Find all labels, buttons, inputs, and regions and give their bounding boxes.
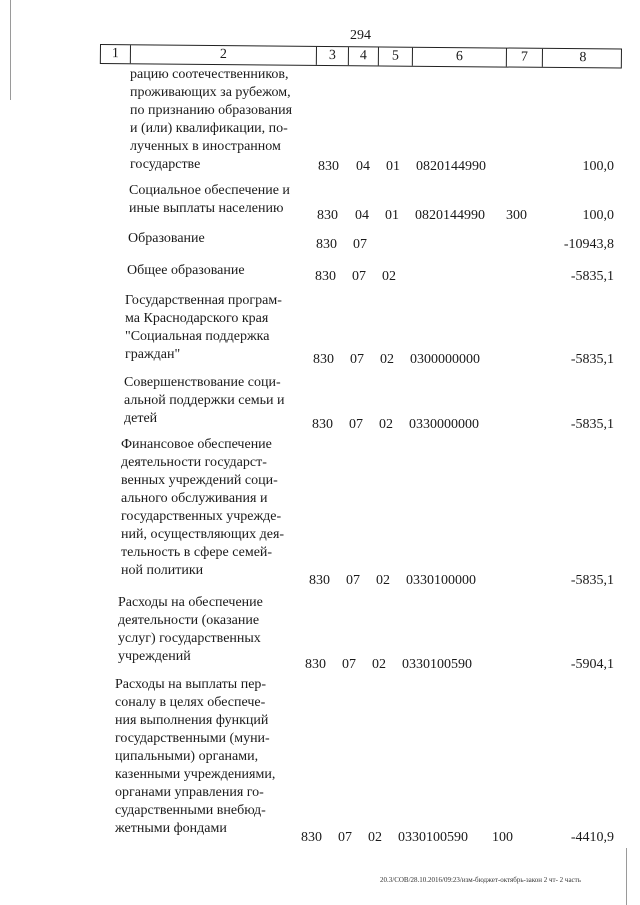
description-line: казенными учреждениями,	[115, 767, 276, 782]
code-subsection: 01	[385, 208, 399, 223]
code-expense-type: 300	[506, 208, 527, 223]
description-line: Социальное обеспечение и	[129, 183, 290, 198]
description-line: "Социальная поддержка	[125, 329, 270, 344]
description-line: Расходы на выплаты пер-	[115, 677, 267, 692]
description-line: ципальными) органами,	[115, 749, 259, 764]
code-section: 07	[353, 237, 367, 252]
footer-file-stamp: 20.3/СОВ/28.10.2016/09:23/изм-бюджет-октябрь-закон 2 чт- 2 часть	[380, 876, 581, 884]
header-cell: 4	[349, 47, 379, 65]
code-subsection: 02	[380, 352, 394, 367]
code-section: 07	[349, 417, 363, 432]
amount: -5835,1	[570, 269, 614, 284]
code-section: 07	[342, 657, 356, 672]
description-line: соналу в целях обеспече-	[115, 695, 266, 710]
description-line: лученных в иностранном	[130, 139, 281, 154]
code-ministry: 830	[301, 830, 322, 845]
description-line: и (или) квалификации, по-	[130, 121, 288, 136]
header-cell: 2	[131, 45, 317, 65]
amount: -4410,9	[570, 830, 614, 845]
description-line: государстве	[130, 157, 201, 172]
description-line: Образование	[128, 231, 205, 246]
description-line: ной политики	[121, 563, 204, 578]
row-description	[121, 436, 301, 580]
description-line: учреждений	[118, 649, 191, 664]
description-line: Общее образование	[127, 263, 245, 278]
description-line: рацию соотечественников,	[130, 67, 289, 82]
description-line: по признанию образования	[130, 103, 293, 118]
scan-edge-line	[10, 0, 11, 100]
code-ministry: 830	[312, 417, 333, 432]
row-description	[127, 262, 307, 280]
code-ministry: 830	[315, 269, 336, 284]
header-cell: 5	[379, 47, 413, 65]
amount: -5904,1	[570, 657, 614, 672]
code-section: 07	[352, 269, 366, 284]
header-cell: 7	[507, 49, 543, 67]
description-line: Финансовое обеспечение	[121, 437, 272, 452]
amount: -10943,8	[563, 237, 614, 252]
description-line: жетными фондами	[115, 821, 227, 836]
code-ministry: 830	[305, 657, 326, 672]
code-subsection: 02	[379, 417, 393, 432]
code-ministry: 830	[317, 208, 338, 223]
row-description	[128, 230, 308, 248]
row-description	[130, 66, 310, 174]
table-header-row	[100, 44, 622, 69]
row-description	[115, 676, 295, 838]
code-target-article: 0300000000	[410, 352, 480, 367]
code-target-article: 0820144990	[415, 208, 485, 223]
code-subsection: 02	[382, 269, 396, 284]
code-target-article: 0330100590	[398, 830, 468, 845]
code-section: 04	[355, 208, 369, 223]
code-target-article: 0330100000	[406, 573, 476, 588]
amount: -5835,1	[570, 417, 614, 432]
header-cell: 1	[101, 45, 131, 63]
code-expense-type: 100	[492, 830, 513, 845]
code-section: 04	[356, 159, 370, 174]
row-description	[118, 594, 298, 666]
description-line: детей	[124, 411, 158, 426]
description-line: иные выплаты населению	[129, 201, 284, 216]
description-line: государственными (муни-	[115, 731, 270, 746]
description-line: Расходы на обеспечение	[118, 595, 263, 610]
header-cell: 8	[579, 50, 587, 66]
code-subsection: 01	[386, 159, 400, 174]
description-line: ния выполнения функций	[115, 713, 269, 728]
description-line: услуг) государственных	[118, 631, 261, 646]
header-cell: 3	[317, 47, 349, 65]
description-line: государственных учрежде-	[121, 509, 282, 524]
amount: 100,0	[582, 159, 614, 174]
page-number: 294	[350, 28, 371, 43]
description-line: тельность в сфере семей-	[121, 545, 273, 560]
description-line: Совершенствование соци-	[124, 375, 281, 390]
code-ministry: 830	[313, 352, 334, 367]
description-line: граждан"	[125, 347, 181, 362]
description-line: альной поддержки семьи и	[124, 393, 285, 408]
code-section: 07	[350, 352, 364, 367]
code-subsection: 02	[372, 657, 386, 672]
code-target-article: 0330000000	[409, 417, 479, 432]
amount: 100,0	[582, 208, 614, 223]
description-line: проживающих за рубежом,	[130, 85, 291, 100]
row-description	[125, 292, 305, 364]
row-description	[129, 182, 309, 218]
scan-edge-line	[626, 848, 627, 905]
description-line: венных учреждений соци-	[121, 473, 278, 488]
code-subsection: 02	[368, 830, 382, 845]
description-line: деятельности государст-	[121, 455, 267, 470]
code-ministry: 830	[316, 237, 337, 252]
code-target-article: 0820144990	[416, 159, 486, 174]
description-line: ма Краснодарского края	[125, 311, 269, 326]
code-ministry: 830	[318, 159, 339, 174]
row-description	[124, 374, 304, 428]
code-target-article: 0330100590	[402, 657, 472, 672]
description-line: ний, осуществляющих дея-	[121, 527, 285, 542]
description-line: ального обслуживания и	[121, 491, 268, 506]
amount: -5835,1	[570, 352, 614, 367]
description-line: органами управления го-	[115, 785, 264, 800]
code-section: 07	[346, 573, 360, 588]
header-cell: 6	[413, 48, 507, 67]
code-subsection: 02	[376, 573, 390, 588]
description-line: сударственными внебюд-	[115, 803, 266, 818]
description-line: Государственная програм-	[125, 293, 282, 308]
description-line: деятельности (оказание	[118, 613, 260, 628]
amount: -5835,1	[570, 573, 614, 588]
code-ministry: 830	[309, 573, 330, 588]
code-section: 07	[338, 830, 352, 845]
